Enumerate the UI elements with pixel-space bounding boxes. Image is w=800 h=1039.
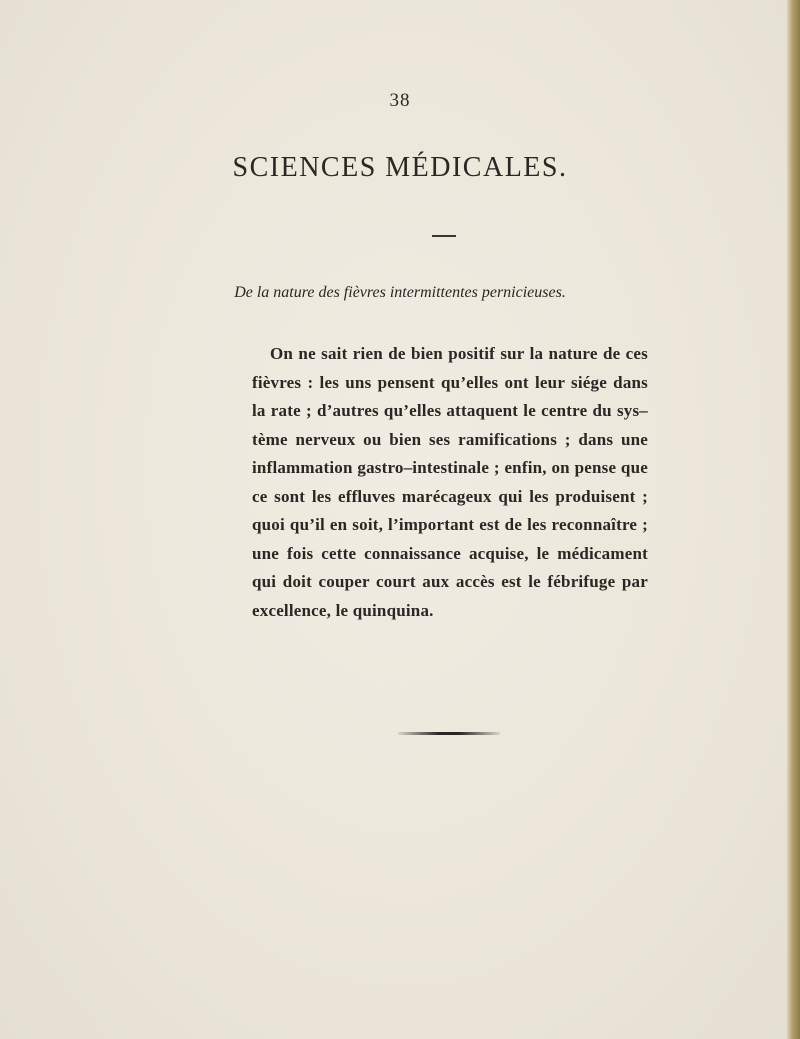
- body-line: ce sont les effluves marécageux qui les produisent ;: [252, 486, 648, 506]
- article-title: De la nature des fièvres intermittentes pernicieuses.: [234, 284, 566, 301]
- body-line: inflammation gastro–intestinale ; enfin, on pense que: [252, 458, 648, 477]
- title-separator-rule: [432, 235, 456, 237]
- section-title: SCIENCES MÉDICALES.: [232, 152, 568, 183]
- body-line: On ne sait rien de bien positif sur la nature de ces: [270, 344, 648, 363]
- body-line: la rate ; d’autres qu’elles attaquent le centre du sys–: [252, 401, 648, 420]
- page-number: 38: [389, 90, 411, 111]
- body-line: fièvres : les uns pensent qu’elles ont leur siége dans: [252, 372, 648, 392]
- end-of-section-rule: [398, 732, 500, 735]
- body-line: qui doit couper court aux accès est le fébrifuge par: [252, 572, 648, 591]
- body-line: une fois cette connaissance acquise, le médicament: [252, 543, 648, 563]
- article-body: [252, 340, 648, 625]
- body-line: quoi qu’il en soit, l’important est de les reconnaître ;: [252, 515, 648, 534]
- body-line: tème nerveux ou bien ses ramifications ; dans une: [252, 429, 648, 449]
- body-line: excellence, le quinquina.: [252, 600, 434, 620]
